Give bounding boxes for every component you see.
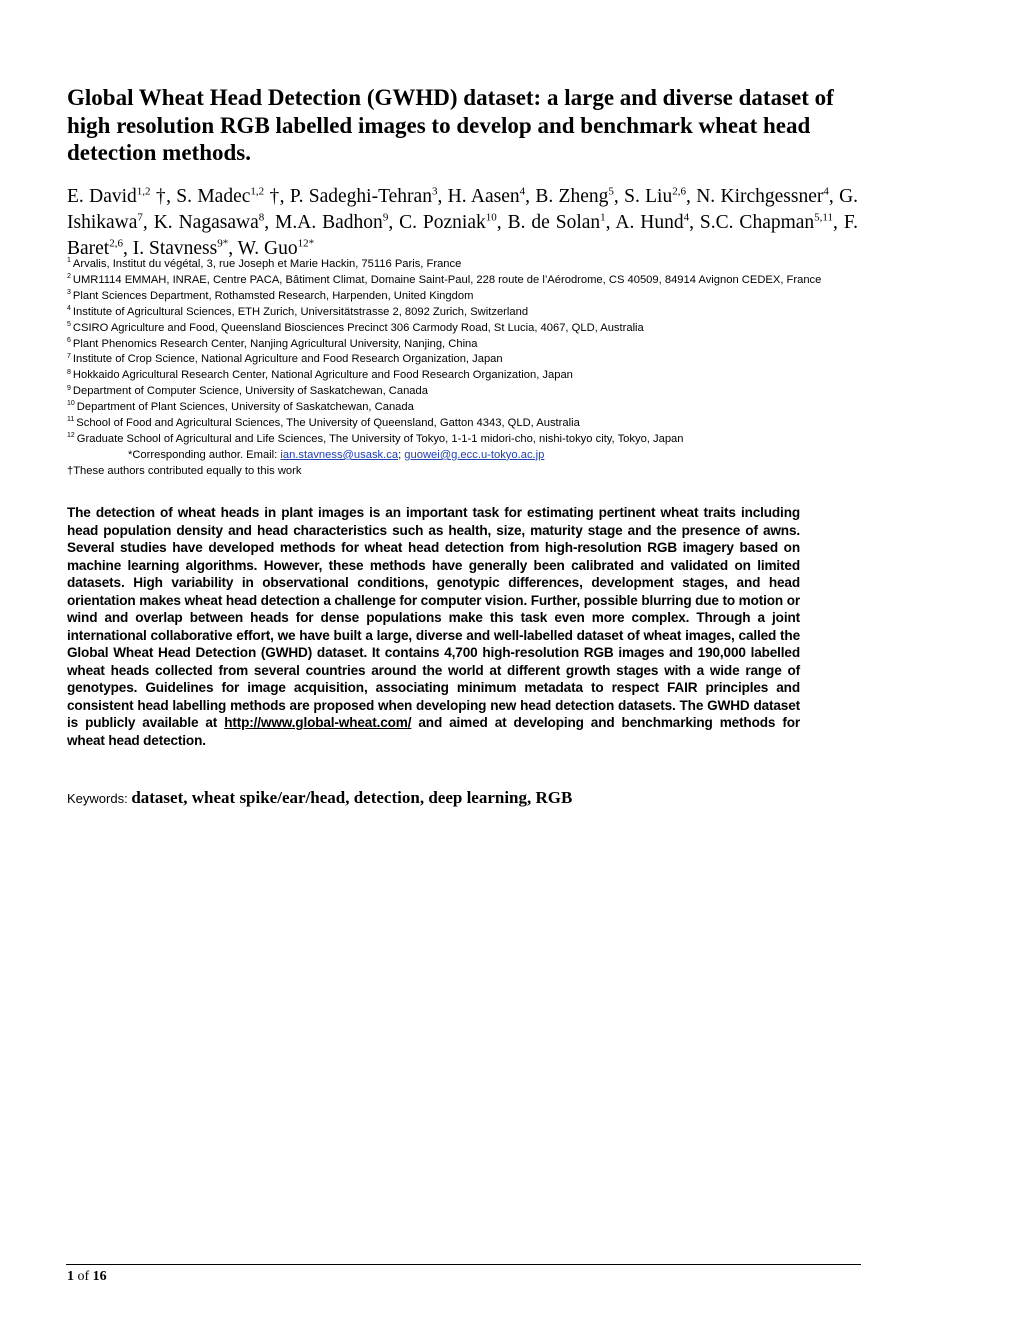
email-link-guo[interactable]: guowei@g.ecc.u-tokyo.ac.jp [404, 448, 545, 461]
corresponding-label: *Corresponding author. Email: [128, 448, 281, 461]
author-list [67, 184, 858, 262]
corresponding-author: *Corresponding author. Email: ian.stavness@usask.ca; guowei@g.ecc.u-tokyo.ac.jp [128, 448, 545, 461]
page-footer: 1 of 16 [67, 1269, 107, 1284]
author: S. Liu$^{2,6}$, [624, 185, 697, 207]
author: B. de Solan$^1$, [507, 211, 616, 233]
author: F. Baret$^{2,6}$, [67, 212, 858, 259]
affiliation: $^9$ Department of Computer Science, University of Saskatchewan, Canada [67, 384, 428, 398]
keywords-text: dataset, wheat spike/ear/head, detection, deep learning, RGB [131, 788, 573, 807]
affiliation: $^{12}$ Graduate School of Agricultural and Life Sciences, The University of Tokyo, 1-1-1 midori-cho, nishi-tokyo city, Tokyo, Japan [67, 432, 684, 445]
author: S. Madec$^{1,2}$ †, [176, 185, 290, 207]
paper-title: Global Wheat Head Detection (GWHD) dataset: a large and diverse dataset of high resolution RGB labelled images to develop and benchmark wheat head detection methods. [67, 85, 834, 165]
author: I. Stavness$^{9*}$, [132, 237, 238, 259]
affiliation: $^8$ Hokkaido Agricultural Research Center, National Agriculture and Food Research Organization, Japan [67, 368, 573, 382]
affiliation-list [67, 257, 862, 480]
affiliation: $^{10}$ Department of Plant Sciences, University of Saskatchewan, Canada [67, 400, 414, 414]
affiliation: $^7$ Institute of Crop Science, National Agriculture and Food Research Organization, Japan [67, 352, 503, 366]
author: B. Zheng$^5$, [535, 185, 625, 207]
dataset-url-link[interactable]: http://www.global-wheat.com/ [224, 715, 412, 730]
author: A. Hund$^4$, [615, 211, 700, 233]
author: P. Sadeghi-Tehran$^3$, [289, 185, 448, 207]
footer-divider [66, 1264, 861, 1265]
affiliation: $^2$ UMR1114 EMMAH, INRAE, Centre PACA, Bâtiment Climat, Domaine Saint-Paul, 228 route de l’Aérodrome, CS 40509, 84914 Avignon CEDEX, France [67, 273, 822, 286]
affiliation: $^4$ Institute of Agricultural Sciences, ETH Zurich, Universitätstrasse 2, 8092 Zurich, Switzerland [67, 304, 529, 318]
author: W. Guo$^{12*}$ [237, 237, 315, 259]
email-link-stavness[interactable]: ian.stavness@usask.ca [280, 448, 399, 461]
author: K. Nagasawa$^8$, [153, 211, 276, 233]
author: G. Ishikawa$^7$, [67, 186, 859, 233]
current-page-number: 1 [67, 1269, 74, 1284]
keywords-label: Keywords: [67, 791, 132, 806]
affiliation: $^3$ Plant Sciences Department, Rothamsted Research, Harpenden, United Kingdom [67, 289, 474, 302]
affiliation: $^1$ Arvalis, Institut du végétal, 3, rue Joseph et Marie Hackin, 75116 Paris, France [67, 257, 462, 270]
keywords [67, 786, 867, 811]
equal-contribution-note: †These authors contributed equally to this work [67, 464, 302, 477]
author: S.C. Chapman$^{5,11}$, [699, 211, 844, 233]
author: E. David$^{1,2}$ †, [67, 185, 177, 207]
abstract: The detection of wheat heads in plant images is an important task for estimating pertinent wheat traits including head population density and head characteristics such as health, size, maturity stage and the presence of awns. Several studies have developed methods for wheat head detection from high-resolution RGB imagery based on machine learning algorithms. However, these methods have generally been calibrated and validated on limited datasets. High variability in observational conditions, genotypic differences, development stages, and head orientation makes wheat head detection a challenge for computer vision. Further, possible blurring due to motion or wind and overlap between heads for dense populations make this task even more complex. Through a joint international collaborative effort, we have built a large, diverse and well-labelled dataset of wheat images, called the Global Wheat Head Detection (GWHD) dataset. It contains 4,700 high-resolution RGB images and 190,000 labelled wheat heads collected from several countries around the world at different growth stages with a wide range of genotypes. Guidelines for image acquisition, associating minimum metadata to respect FAIR principles and consistent head labelling methods are proposed when developing new head detection datasets. The GWHD dataset is publicly available at http://www.global-wheat.com/ and aimed at developing and benchmarking methods for wheat head detection. [67, 505, 801, 748]
author: M.A. Badhon$^9$, [275, 211, 400, 233]
author: N. Kirchgessner$^4$, [696, 185, 840, 207]
author: H. Aasen$^4$, [447, 185, 536, 207]
total-page-count: 16 [92, 1269, 107, 1284]
affiliation: $^{11}$ School of Food and Agricultural Sciences, The University of Queensland, Gatton 4343, QLD, Australia [67, 416, 580, 430]
author: C. Pozniak$^{10}$, [399, 211, 508, 233]
affiliation: $^6$ Plant Phenomics Research Center, Nanjing Agricultural University, Nanjing, China [67, 336, 478, 350]
affiliation: $^5$ CSIRO Agriculture and Food, Queensland Biosciences Precinct 306 Carmody Road, St Lucia, 4067, QLD, Australia [67, 320, 644, 334]
